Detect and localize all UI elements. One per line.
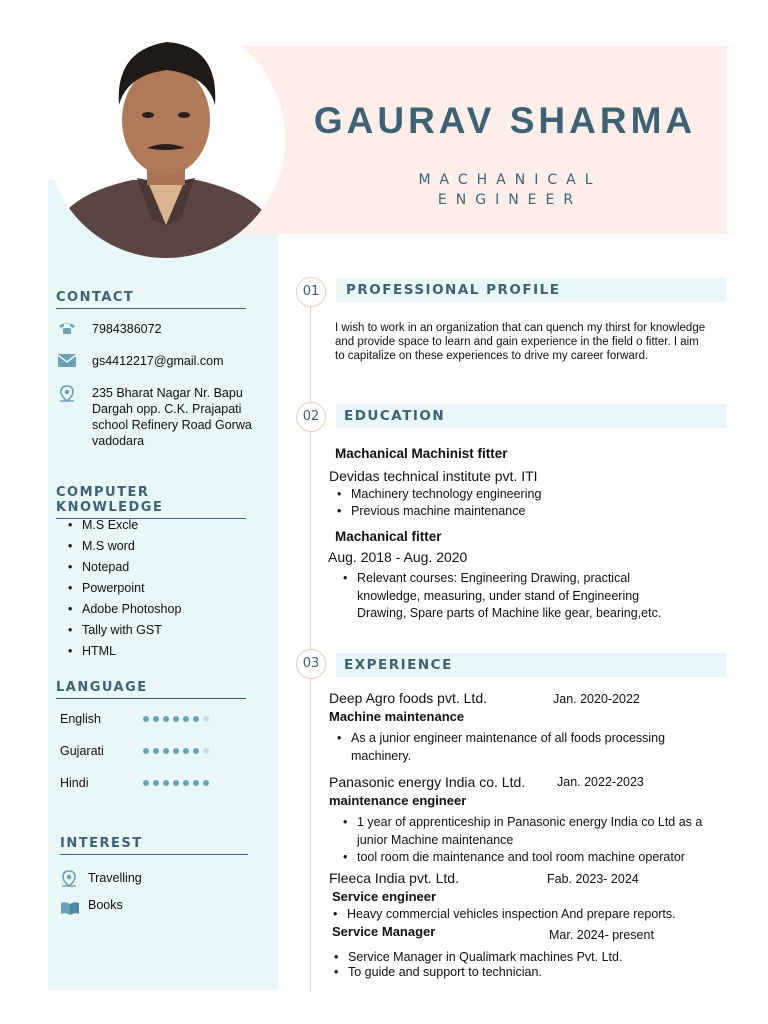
interest-item: Books bbox=[88, 898, 123, 912]
section-number: 01 bbox=[296, 277, 326, 307]
email-icon bbox=[58, 354, 76, 372]
language-level-hindi bbox=[143, 780, 209, 786]
job-date: Mar. 2024- present bbox=[549, 928, 654, 942]
proficiency-dot bbox=[163, 716, 169, 722]
list-item: • M.S word bbox=[66, 536, 246, 557]
education-heading-bar bbox=[336, 404, 726, 428]
job-bullets bbox=[341, 814, 726, 867]
language-heading: LANGUAGE bbox=[56, 680, 246, 699]
profile-text: I wish to work in an organization that can quench my thirst for knowledge and provide space to learn and gain experience in the field o fitter. I aim to capitalize on these experiences to drive my career forward. bbox=[335, 322, 706, 362]
proficiency-dot bbox=[203, 716, 209, 722]
profile-heading: PROFESSIONAL PROFILE bbox=[346, 282, 561, 298]
contact-email[interactable]: gs4412217@gmail.com bbox=[92, 354, 224, 368]
language-name: English bbox=[60, 712, 101, 726]
book-icon bbox=[60, 900, 78, 918]
candidate-name: GAURAV SHARMA bbox=[313, 100, 697, 141]
proficiency-dot bbox=[203, 780, 209, 786]
section-number: 03 bbox=[296, 649, 326, 679]
proficiency-dot bbox=[153, 748, 159, 754]
education-heading: EDUCATION bbox=[344, 408, 446, 424]
list-item: • Notepad bbox=[66, 557, 246, 578]
computer-knowledge-list bbox=[66, 515, 246, 662]
list-item: • Previous machine maintenance bbox=[335, 503, 715, 520]
job-bullets bbox=[331, 906, 726, 922]
list-item: • tool room die maintenance and tool room machine operator bbox=[341, 849, 726, 867]
proficiency-dot bbox=[183, 716, 189, 722]
language-level-english bbox=[143, 716, 209, 722]
proficiency-dot bbox=[143, 780, 149, 786]
proficiency-dot bbox=[203, 748, 209, 754]
list-item: • HTML bbox=[66, 641, 246, 662]
list-item: • To guide and support to technician. bbox=[332, 965, 727, 980]
travel-icon bbox=[60, 870, 78, 888]
list-item: • Tally with GST bbox=[66, 620, 246, 641]
portrait-illustration bbox=[47, 20, 285, 258]
proficiency-dot bbox=[163, 780, 169, 786]
job-date: Jan. 2020-2022 bbox=[553, 692, 640, 706]
job-date: Fab. 2023- 2024 bbox=[547, 872, 639, 886]
proficiency-dot bbox=[193, 780, 199, 786]
education-bullets bbox=[335, 486, 715, 520]
education-bullets bbox=[341, 570, 686, 623]
list-item: • Service Manager in Qualimark machines Pvt. Ltd. bbox=[332, 950, 727, 965]
job-bullets bbox=[335, 730, 710, 765]
proficiency-dot bbox=[173, 780, 179, 786]
contact-address: 235 Bharat Nagar Nr. Bapu Dargah opp. C.K. Prajapati school Refinery Road Gorwa vadodara bbox=[92, 386, 252, 448]
job-company: Deep Agro foods pvt. Ltd. bbox=[329, 690, 487, 706]
list-item: • Machinery technology engineering bbox=[335, 486, 715, 503]
location-icon bbox=[58, 385, 76, 403]
job-title-line1: MACHANICAL bbox=[418, 172, 602, 188]
job-role: maintenance engineer bbox=[329, 793, 467, 808]
proficiency-dot bbox=[173, 748, 179, 754]
education-school: Devidas technical institute pvt. ITI bbox=[329, 468, 538, 484]
list-item: • Powerpoint bbox=[66, 578, 246, 599]
education-degree: Machanical fitter bbox=[335, 529, 442, 544]
interest-heading: INTEREST bbox=[60, 836, 248, 855]
section-number: 02 bbox=[296, 402, 326, 432]
proficiency-dot bbox=[143, 716, 149, 722]
proficiency-dot bbox=[143, 748, 149, 754]
proficiency-dot bbox=[193, 748, 199, 754]
proficiency-dot bbox=[193, 716, 199, 722]
contact-heading: CONTACT bbox=[56, 290, 246, 309]
experience-heading: EXPERIENCE bbox=[344, 657, 453, 673]
education-dates: Aug. 2018 - Aug. 2020 bbox=[328, 549, 468, 565]
proficiency-dot bbox=[173, 716, 179, 722]
language-name: Hindi bbox=[60, 776, 89, 790]
list-item: • M.S Excle bbox=[66, 515, 246, 536]
computer-knowledge-heading: COMPUTER KNOWLEDGE bbox=[56, 485, 246, 519]
job-role: Service Manager bbox=[332, 924, 436, 939]
experience-heading-bar bbox=[336, 653, 726, 677]
phone-icon bbox=[58, 321, 76, 339]
job-company: Panasonic energy India co. Ltd. bbox=[329, 774, 526, 790]
language-name: Gujarati bbox=[60, 744, 104, 758]
list-item: • Relevant courses: Engineering Drawing, practical knowledge, measuring, under stand of Engineering Drawing, Spare parts of Machine like gear, bearing,etc. bbox=[341, 570, 686, 623]
proficiency-dot bbox=[153, 780, 159, 786]
job-company: Fleeca India pvt. Ltd. bbox=[329, 870, 459, 886]
proficiency-dot bbox=[183, 748, 189, 754]
job-role: Service engineer bbox=[332, 889, 437, 904]
job-date: Jan. 2022-2023 bbox=[557, 775, 644, 789]
list-item: • 1 year of apprenticeship in Panasonic energy India co Ltd as a junior Machine maintenance bbox=[341, 814, 726, 849]
list-item: • As a junior engineer maintenance of all foods processing machinery. bbox=[335, 730, 710, 765]
interest-item: Travelling bbox=[88, 871, 142, 885]
contact-phone[interactable]: 7984386072 bbox=[92, 322, 162, 336]
proficiency-dot bbox=[153, 716, 159, 722]
job-bullets bbox=[332, 950, 727, 980]
profile-photo bbox=[47, 20, 285, 258]
proficiency-dot bbox=[183, 780, 189, 786]
list-item: • Heavy commercial vehicles inspection And prepare reports. bbox=[331, 906, 726, 922]
proficiency-dot bbox=[163, 748, 169, 754]
profile-heading-bar bbox=[336, 278, 726, 302]
timeline-line bbox=[310, 292, 311, 992]
job-title-line2: ENGINEER bbox=[437, 192, 583, 208]
job-role: Machine maintenance bbox=[329, 709, 465, 724]
list-item: • Adobe Photoshop bbox=[66, 599, 246, 620]
language-level-gujarati bbox=[143, 748, 209, 754]
education-degree: Machanical Machinist fitter bbox=[335, 446, 508, 461]
